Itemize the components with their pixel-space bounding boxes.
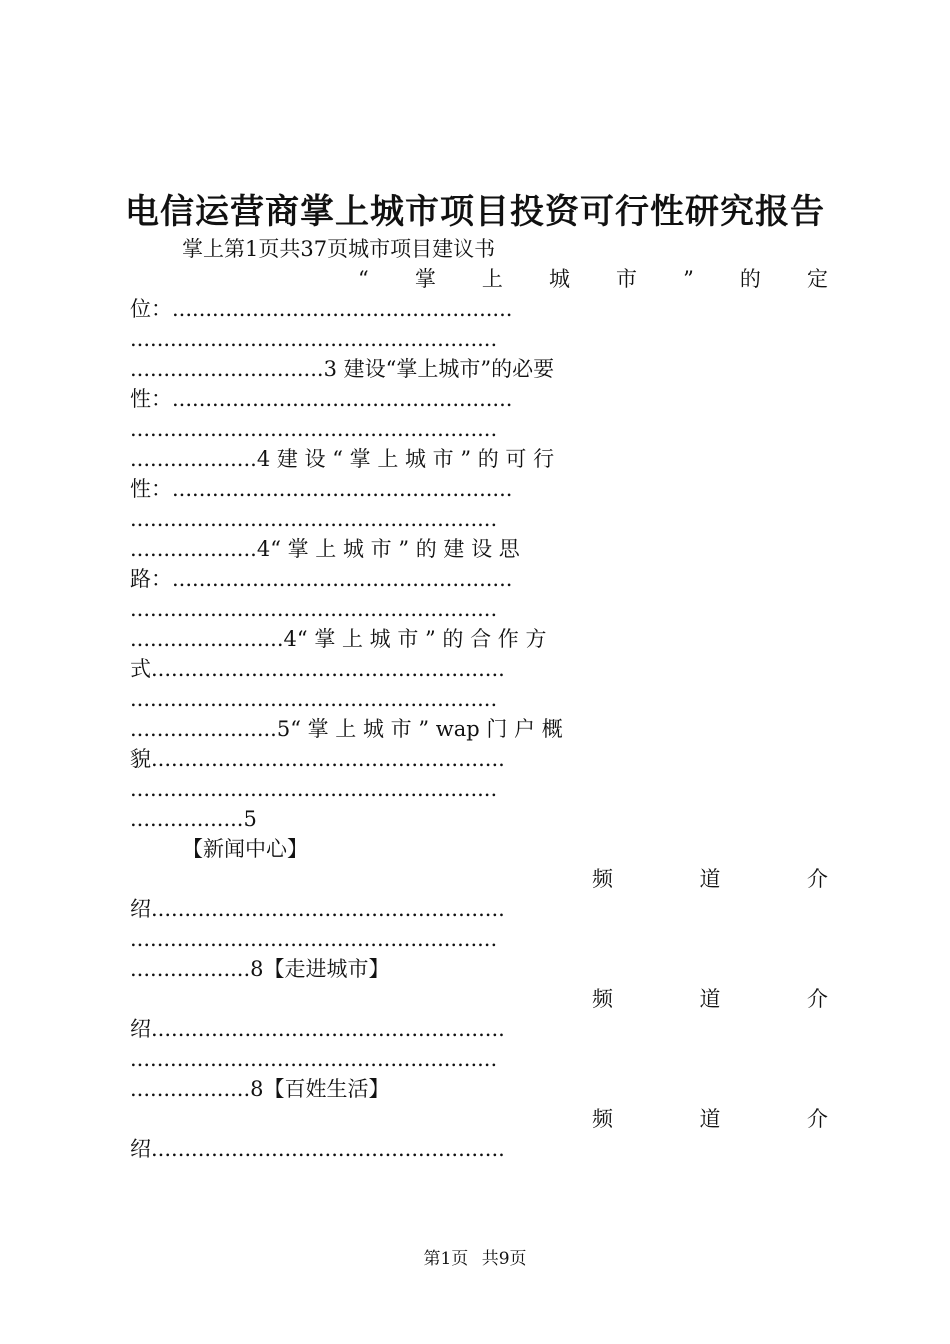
- toc-line: 绍.....................................................: [130, 1017, 505, 1041]
- toc-line: 绍.....................................................: [130, 1137, 505, 1161]
- toc-line: 貌.....................................................: [130, 747, 505, 771]
- section-label-line: 频 道 介: [592, 1107, 828, 1131]
- section-heading: 【新闻中心】: [182, 837, 308, 861]
- section-label-line: 频 道 介: [592, 987, 828, 1011]
- toc-dots: .......................................................: [130, 1047, 498, 1071]
- toc-dots: .......................................................: [130, 327, 498, 351]
- section-label-line: 频 道 介: [592, 867, 828, 891]
- toc-line: ...................... 5“ 掌 上 城 市 ” wap 门 户 概: [130, 717, 563, 741]
- toc-dots: .......................................................: [130, 777, 498, 801]
- toc-line: 路：...................................................: [130, 567, 513, 591]
- toc-line: 性：...................................................: [130, 477, 513, 501]
- toc-line: 性：...................................................: [130, 387, 513, 411]
- toc-line: 位：...................................................: [130, 297, 513, 321]
- toc-dots: .......................................................: [130, 687, 498, 711]
- toc-line: ..................8【走进城市】: [130, 957, 390, 981]
- toc-dots: .......................................................: [130, 597, 498, 621]
- document-body: [130, 234, 828, 1164]
- toc-line: ..................8【百姓生活】: [130, 1077, 390, 1101]
- toc-line: 式.....................................................: [130, 657, 505, 681]
- page-footer: [0, 1244, 950, 1269]
- subtitle: 掌上第1页共37页城市项目建议书: [182, 237, 496, 261]
- document-title: 电信运营商掌上城市项目投资可行性研究报告: [125, 192, 825, 232]
- toc-line: ................... 4“ 掌 上 城 市 ” 的 建 设 思: [130, 537, 520, 561]
- subtitle-line: [130, 234, 828, 264]
- toc-line: ....................... 4“ 掌 上 城 市 ” 的 合 作 方: [130, 627, 547, 651]
- toc-line: ................... 4 建 设 “ 掌 上 城 市 ” 的 可 行: [130, 447, 555, 471]
- toc-dots: .......................................................: [130, 417, 498, 441]
- footer-total: 共9页: [481, 1249, 527, 1269]
- toc-dots: .......................................................: [130, 507, 498, 531]
- footer-page: 第1页: [423, 1249, 469, 1269]
- toc-line: 绍.....................................................: [130, 897, 505, 921]
- toc-dots: .......................................................: [130, 927, 498, 951]
- toc-line: .................5: [130, 807, 257, 831]
- toc-line: “ 掌 上 城 市 ” 的 定: [358, 267, 828, 291]
- toc-line: ............................. 3 建设“掌上城市”的必要: [130, 357, 555, 381]
